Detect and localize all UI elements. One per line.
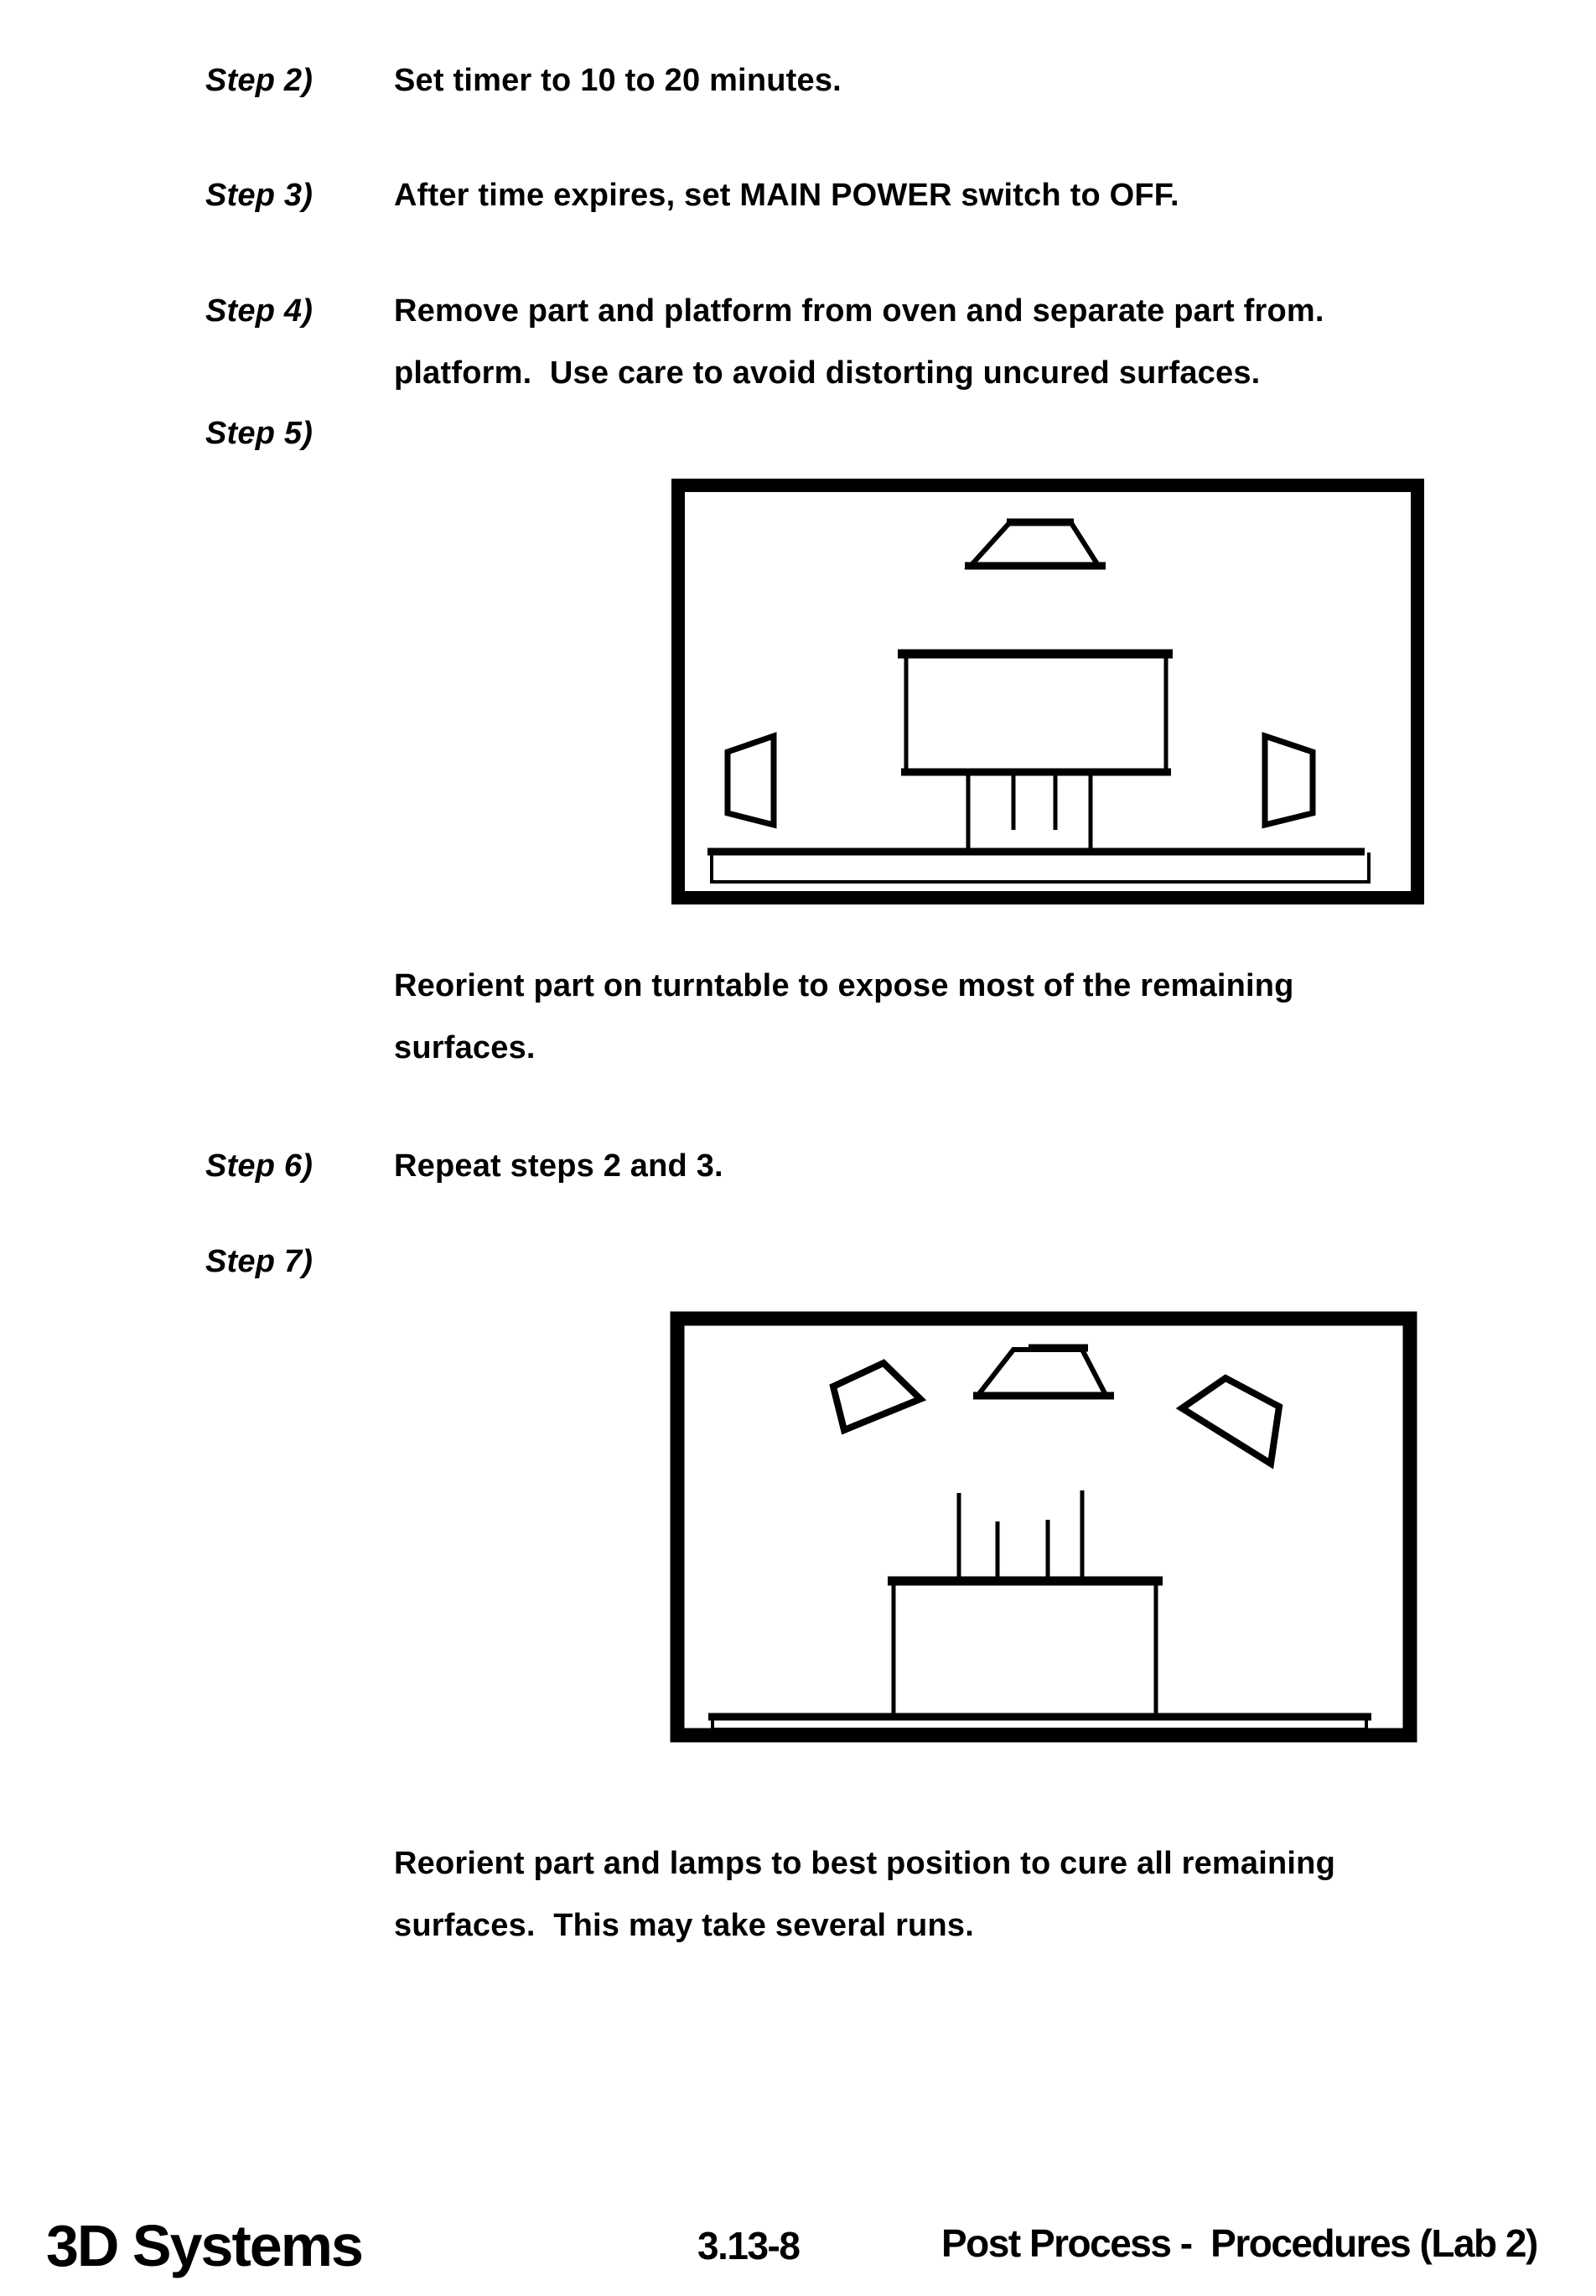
uv-lamp-top-icon — [965, 522, 1106, 567]
uv-lamp-top-icon — [973, 1348, 1114, 1396]
step-2-label: Step 2) — [205, 63, 314, 98]
step-3-body: After time expires, set MAIN POWER switch to OFF. — [394, 178, 1179, 213]
step-4-label: Step 4) — [205, 293, 314, 329]
footer-brand-logo: 3D Systems — [46, 2213, 362, 2278]
uv-lamp-right-icon — [1265, 736, 1313, 825]
part-block — [898, 654, 1173, 773]
uv-lamp-right-tilted-icon — [1182, 1378, 1279, 1464]
step-5-label: Step 5) — [205, 416, 314, 451]
uv-lamp-left-icon — [728, 736, 774, 825]
step-2-body: Set timer to 10 to 20 minutes. — [394, 63, 842, 98]
step-4-body-line1: Remove part and platform from oven and separate part from. — [394, 293, 1324, 329]
figure-oven-reoriented-cure — [669, 1310, 1418, 1746]
footer-section-title: Post Process - Procedures (Lab 2) — [941, 2221, 1537, 2265]
step-5-body-line1: Reorient part on turntable to expose most of the remaining — [394, 968, 1294, 1003]
step-4-body-line2: platform. Use care to avoid distorting uncured surfaces. — [394, 355, 1261, 391]
pedestal-posts — [959, 1490, 1082, 1579]
pedestal-posts — [968, 773, 1091, 852]
part-block — [888, 1581, 1163, 1716]
step-3-label: Step 3) — [205, 178, 314, 213]
step-7-body-line2: surfaces. This may take several runs. — [394, 1908, 974, 1943]
platform — [708, 1717, 1371, 1729]
footer-page-number: 3.13-8 — [697, 2224, 800, 2267]
uv-lamp-left-tilted-icon — [833, 1363, 920, 1430]
step-7-label: Step 7) — [205, 1244, 314, 1279]
platform — [707, 852, 1369, 882]
step-5-body-line2: surfaces. — [394, 1030, 536, 1065]
step-6-body: Repeat steps 2 and 3. — [394, 1148, 723, 1184]
step-6-label: Step 6) — [205, 1148, 314, 1184]
figure-oven-first-cure-orientation — [671, 478, 1425, 907]
step-7-body-line1: Reorient part and lamps to best position to cure all remaining — [394, 1846, 1336, 1881]
